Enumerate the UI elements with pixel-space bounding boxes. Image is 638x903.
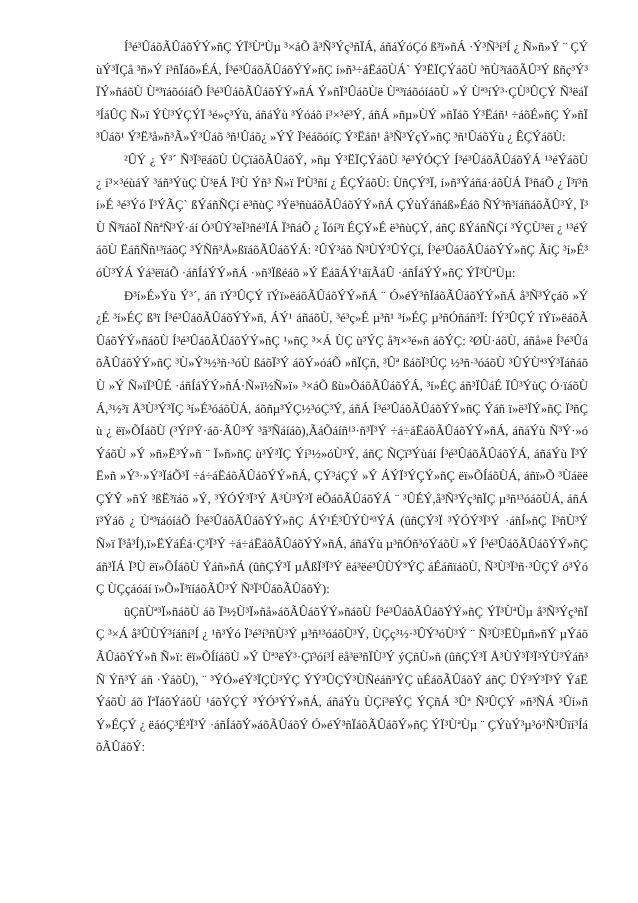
paragraph-3: Ð³í»É»Ýù Ý³´, áñ ïÝ³ÛÇÝ ïÝï»ëáõÃÛáõÝÝ»ñÁ ¨ Ó»éÝ³ñÏáõÃÛáõÝÝ»ñÁ å³Ñ³Ýçáõ »Ý ¿É ³í»ÉÇ ß³ï Í³é³ÛáõÃÛáõÝÝ»ñ, ÁÝ¹ áñáõÙ, ³é³ç»É µ³ñ¹ ³í»ÉÇ µ³ñÓñáñ³Ï: ÍÝ³ÛÇÝ ïÝï»ëáõÃÛáõÝÝ»ñáõÙ Í³é³ÛáõÃÛáõÝÝ»ñÇ ¹»ñÇ ³×Á ÙÇ ù³ÝÇ å³ï×³é»ñ áõÝÇ: ²ØÙ·áõÙ, áñå»ë Í³é³ÛáõÃÛáõÝÝ»ñÇ ³Ù»Ý³½³ñ·³óÙ ßáõÏ³Ý áõÝ»óáÕ »ñÏÇñ, ³Ûª ßáõÏ³ÛÇ ½³ñ·³óáõÙ ³ÛÝÙª³Ý³ÏáñáõÙ »Ý Ñ»ïÏ³ÛÉ ·áñÍáÝÝ»ñÁ·Ñ»ï½Ñ»ï» ³×áÕ ßù»ÕáõÃÛáõÝÁ, ³í»ÉÇ áñ³ÏÛáÉ ÏÛ³ÝùÇ Ó·ïáõÙÁ,³½³ï Å³Ù³Ý³ÏÇ ³í»É³óáõÙÁ, áõñµ³ÝÇ½³óÇ³Ý, áñÁ Í³é³ÛáõÃÛáõÝÝ»ñÇ Ýáñ ï»ë³ÏÝ»ñÇ Ï³ñÇù ¿ ëï»ÕÍáõÙ (³Ýí³Ý·áõ·ÃÛ³Ý ³ã³Ñáíáõ),ÃáÕáíñ¹³·ñ³Ï³Ý ÷á÷áËáõÃÛáõÝÝ»ñÁ, áñáÝù Ñ³Ý·»óÝáõÙ »Ý »ñ»Ë³Ý»ñ ¨ Ï»ñ»ñÇ ù³Ý³ÏÇ Ýí³½»óÙ³Ý, áñÇ ÑÇï³Ýùáí Í³é³ÛáõÃÛáõÝÁ, áñáÝù Ï³ÝË»ñ »Ý³·»Ý³ÏáÕ³Ï ÷á÷áËáõÃÛáõÝÝ»ñÁ, ÇÝ³áÇÝ »Ý ÁÝÏ³ÝÇÝ»ñÇ ëï»ÕÍáõÙÁ, áñï»Õ ³ÙáëëÇÝÝ »ñÝ ³ßË³ïáõ »Ý, ³ÝÓÝ³Ï³Ý Å³Ù³Ý³Ï ëÕáõÃÛáõÝÁ ¨ ³ÛÉÝ,å³Ñ³Ýç³ñÏÇ µ³ñ¹³óáõÙÁ, áñÁ ï³Ýáõ ¿ Ùª³ïáóíáÕ Í³é³ÛáõÃÛáõÝÝ»ñÇ ÁÝ¹É³ÛÝÙª³ÝÁ (ûñÇÝ³Ï ³ÝÓÝ³Ï³Ý ·áñÍ»ñÇ Ï³ñÙ³Ý Ñ»ï Ï³å³Í),ï»ËÝáÉá·Ç³Ï³Ý ÷á÷áËáõÃÛáõÝÝ»ñÁ, áñáÝù µ³ñÓñ³óÝáõÙ »Ý Í³é³ÛáõÃÛáõÝÝ»ñÇ áñ³ÏÁ Ï³Ù ëï»ÕÍáõÙ Ýáñ»ñÁ (ûñÇÝ³Ï µÅßÏ³Ï³Ý ëá³ëé³ÛÙÝ³ÝÇ áÉáñïáõÙ, Ñ³Ù³Ï³ñ·³ÛÇÝ ó³ÝóÇ ÙÇçáóáí ï»Õ»Ï³ïíáõÃÛ³Ý Ñ³Ï³ÛáõÃÛáõÝ): [96,288,588,597]
paragraph-1: Í³é³ÛáõÃÛáõÝÝ»ñÇ ÝÏ³ÙªÙµ ³×áÕ å³Ñ³Ýç³ñÏÁ, áñáÝóÇó ß³ï»ñÁ ·Ý³Ñ³í³Í ¿ Ñ»ñ»Ý ¨ ÇÝùÝ³ÏÇå ³ñ»Ý í³ñÏáõ»ÉÁ, Í³é³ÛáõÃÛáõÝÝ»ñÇ í»ñ³÷áËáõÙÁ` Ý³ËÏÇÝáõÙ ³ñÙ³ïáõÃÛ³Ý ßñç³Ý³ÏÝ»ñáõÙ Ùª³ïáõóíáÕ Í³é³ÛáõÃÛáõÝÝ»ñÁ Ý»ñÏ³ÛáõÙë Ùª³ïáõóíáõÙ »Ý Ùª³íÝ³·ÇÙ³ÛÇÝ Ñ³ëáÏ³ÍáÛÇ Ñ»ï ÝÙ³ÝÇÝÏ ³é»ç³Ýù, áñáÝù ³Ýóáõ í³×³é³Ý, áñÁ »ñµ»ÙÝ »ñÏáõ Ý³Ëáñ¹ ÷áõÉ»ñÇ Ý»ñÏ³Ûáõ¹ Ý³Ë³å»ñ³Ã»Ý³Ûáõ ³ñ¹Ûáõ¿ »ÝÝ Ï³éáõóíÇ Ý³Ëáñ¹ å³Ñ³ÝçÝ»ñÇ ³ñ¹ÛáõÝù ¿ ÊÇÝáõÙ: [96,40,588,145]
paragraph-4: ûÇñÙª³Ï»ñáõÙ áõ Ï³½Ù³Ï»ñå»áõÃÛáõÝÝ»ñáõÙ Í³é³ÛáõÃÛáõÝÝ»ñÇ ÝÏ³ÙªÙµ å³Ñ³Ýç³ñÏÇ ³×Á å³ÛÙÝ³íáñí³Í ¿ ¹ñ³Ýó Ï³é³í³ñÙ³Ý µ³ñ¹³óáõÙ³Ý, ÙÇç³½·³ÛÝ³óÙ³Ý ¨ Ñ³Ù³ËÙµñ»ñÝ µÝáõÃÛáõÝÝ»ñ Ñ»ï: ëï»ÕÍíáõÙ »Ý Ùª³ëÝ³·Çï³óí³Í ëå³ë³ñÏÙ³Ý ýÇñÙ»ñ (ûñÇÝ³Ï Å³ÙÝ³Ï³Ï³ÝÙ³Ýáñ³Ñ Ýñ³Ý áñ ·ÝáõÙ), ¨ ³ÝÓ»éÝ³ÏÇÙ³ÝÇ ÝÝ³ÛÇÝ³ÙÑéáñ³ÝÇ ùÉáõÃÛáõÝ áñÇ ÛÝ³Ý³Ï³Ý ÝáËÝáõÙ áõ ÏªÏáõÝáõÙ ¹áõÝÇÝ ³ÝÓ³ÝÝ»ñÁ, áñáÝù ÙÇí³ëÝÇ ÝÇñÁ ³Ûª Ñ³ÛÇÝ »ñ³ÑÁ ³Ûí»ñÝ»ÉÇÝ ¿ ëáóÇ³É³Ï³Ý ·áñÍáõÝ»áõÃÛáõÝ Ó»éÝ³ñÏáõÃÛáõÝ»ñÇ ÝÏ³ÙªÙµ ¨ ÇÝùÝ³µ³ó³Ñ³Ûïí³ÍáõÃÛáõÝ: [96,604,588,755]
paragraph-2: ²ÛÝ ¿ Ý³´ Ñ³Ï³ëáõÙ ÙÇïáõÃÛáõÝ, »ñµ Ý³ËÏÇÝáõÙ ³é³ÝÓÇÝ Í³é³ÛáõÃÛáõÝÁ ¹³éÝáõÙ ¿ í³×³éùáÝ ³áñ³ÝùÇ Ù³ëÁ Ï³Ù Ýñ³ Ñ»ï ÏªÙ³ñí ¿ ÉÇÝáõÙ: ÙñÇÝ³Ï, í»ñ³Ýáñá·áõÙÁ Ï³ñáÕ ¿ Ï³ï³ñí»É ³é³Ýó Ï³ÝÃÇ` ßÝáñÑÇí ë³ñùÇ ³Ýë³ñùáõÃÛáõÝÝ»ñÁ ÇÝùÝáñáß»Éáõ ÑÝ³ñ³íáñáõÃÛ³Ý, Ï³Ù Ñ³ïáõÏ ÑñªÑ³Ý·áí Ó³ÛÝ³ëÏ³ñé³ÏÁ Ï³ñáÕ ¿ Ïóí³ï ÉÇÝ»É ë³ñùÇÝ, áñÇ ßÝáñÑÇí ³ÝÇÙ³ëï ¿ ¹³éÝáõÙ ËáñÑñ¹³ïáõÇ ³ÝÑñ³Å»ßïáõÃÛáõÝÁ: ²ÛÝ³áõ Ñ³ÙÝ³ÛÝÇí, Í³é³ÛáõÃÛáõÝÝ»ñÇ ÃíÇ ³í»É³óÙ³ÝÁ Ýá³ëïáÕ ·áñÍáÝÝ»ñÁ ·»ñ³Ïßéáõ »Ý ËáãÁÝ¹áïÃáÛ ·áñÍáÝÝ»ñÇ ÝÏ³ÙªÙµ: [96,152,588,280]
